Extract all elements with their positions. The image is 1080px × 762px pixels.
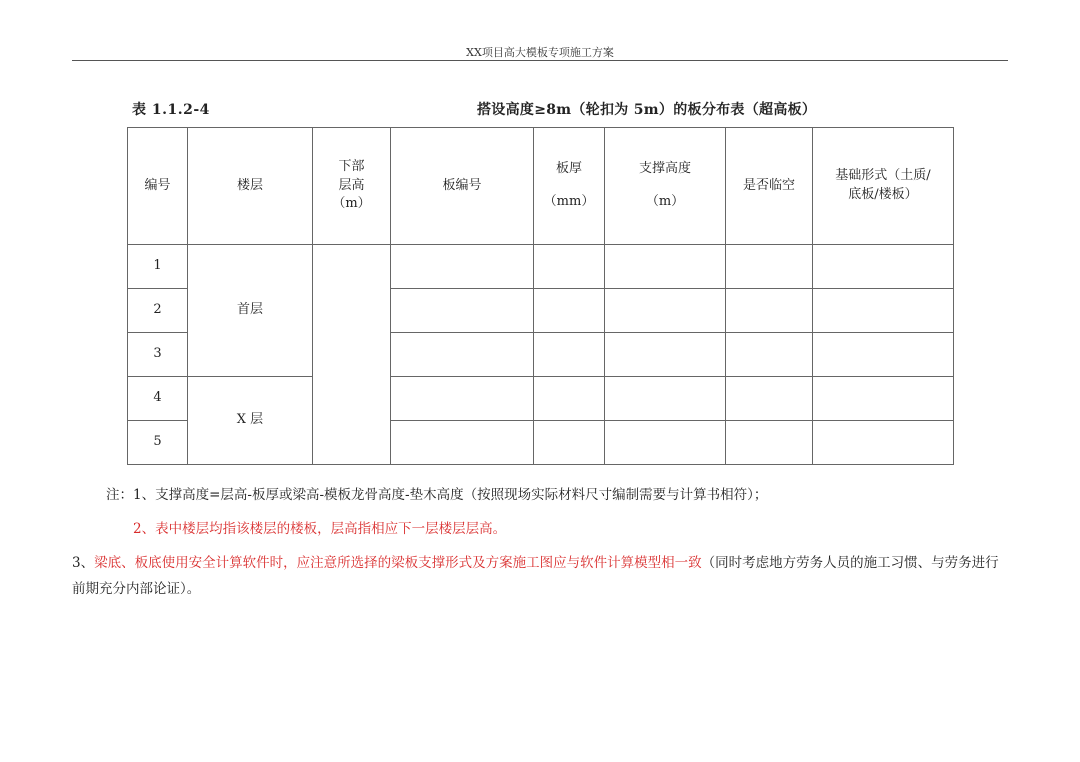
- foundation-cell: [813, 421, 954, 465]
- row-number: 1: [128, 245, 188, 289]
- edge-cell: [726, 289, 813, 333]
- row-number: 2: [128, 289, 188, 333]
- header-divider: [72, 60, 1008, 61]
- table-header-row: [128, 128, 954, 245]
- support-height-cell: [605, 289, 726, 333]
- col-header-no: 编号: [128, 128, 188, 245]
- table-row: [128, 377, 954, 421]
- foundation-cell: [813, 333, 954, 377]
- floor-group-cell: 首层: [188, 245, 313, 377]
- foundation-cell: [813, 245, 954, 289]
- support-height-cell: [605, 245, 726, 289]
- support-height-cell: [605, 333, 726, 377]
- support-height-cell: [605, 377, 726, 421]
- edge-cell: [726, 377, 813, 421]
- thickness-cell: [534, 333, 605, 377]
- col-header-thickness: 板厚 （mm）: [534, 128, 605, 245]
- note-3-prefix: 3、: [72, 555, 95, 571]
- row-number: 3: [128, 333, 188, 377]
- thickness-cell: [534, 289, 605, 333]
- col-header-lower-height: 下部 层高 （m）: [313, 128, 391, 245]
- slab-no-cell: [391, 333, 534, 377]
- table-caption: 搭设高度≥8m（轮扣为 5m）的板分布表（超高板）: [477, 102, 817, 118]
- thickness-cell: [534, 377, 605, 421]
- thickness-cell: [534, 421, 605, 465]
- col-header-support-height: 支撑高度 （m）: [605, 128, 726, 245]
- support-height-cell: [605, 421, 726, 465]
- edge-cell: [726, 333, 813, 377]
- col-header-foundation: 基础形式（土质/ 底板/楼板）: [813, 128, 954, 245]
- foundation-cell: [813, 377, 954, 421]
- edge-cell: [726, 421, 813, 465]
- slab-no-cell: [391, 421, 534, 465]
- col-header-floor: 楼层: [188, 128, 313, 245]
- table-number: 表 1.1.2-4: [132, 102, 210, 118]
- note-3-rest: （同时考虑地方劳务人员的施工习惯、与劳务进行前期充分内部论证）。: [72, 555, 999, 597]
- thickness-cell: [534, 245, 605, 289]
- row-number: 4: [128, 377, 188, 421]
- slab-no-cell: [391, 245, 534, 289]
- table-row: [128, 245, 954, 289]
- edge-cell: [726, 245, 813, 289]
- foundation-cell: [813, 289, 954, 333]
- col-header-slab-no: 板编号: [391, 128, 534, 245]
- lower-height-cell: [313, 245, 391, 465]
- note-3-emphasis: 梁底、板底使用安全计算软件时，应注意所选择的梁板支撑形式及方案施工图应与软件计算模型相一致: [94, 555, 702, 571]
- slab-distribution-table: [127, 127, 954, 465]
- note-1: 注：1、支撑高度=层高-板厚或梁高-模板龙骨高度-垫木高度（按照现场实际材料尺寸编制需要与计算书相符）；: [106, 487, 768, 503]
- floor-group-cell: X 层: [188, 377, 313, 465]
- note-2: 2、表中楼层均指该楼层的楼板，层高指相应下一层楼层层高。: [133, 521, 507, 537]
- row-number: 5: [128, 421, 188, 465]
- slab-no-cell: [391, 377, 534, 421]
- note-3: [72, 551, 1012, 602]
- col-header-edge: 是否临空: [726, 128, 813, 245]
- document-header-title: XX项目高大模板专项施工方案: [466, 46, 614, 59]
- slab-no-cell: [391, 289, 534, 333]
